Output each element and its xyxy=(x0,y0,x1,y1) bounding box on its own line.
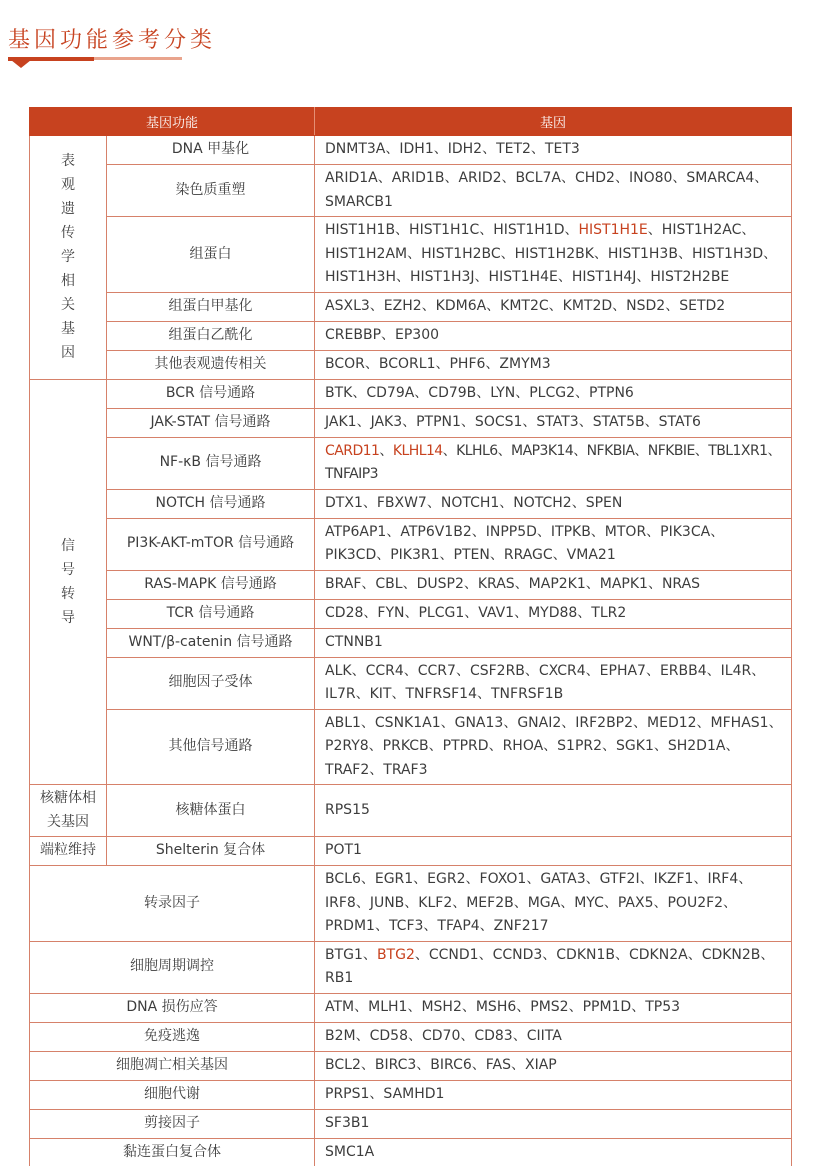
genes-cell: POT1 xyxy=(315,837,792,866)
table-row xyxy=(30,709,792,785)
function-cell: 组蛋白乙酰化 xyxy=(107,321,315,350)
highlighted-gene: CARD11 xyxy=(325,442,380,459)
function-cell: 黏连蛋白复合体 xyxy=(30,1138,315,1166)
genes-cell: DNMT3A、IDH1、IDH2、TET2、TET3 xyxy=(315,136,792,165)
genes-cell: BTG1、BTG2、CCND1、CCND3、CDKN1B、CDKN2A、CDKN2B、RB1 xyxy=(315,941,792,993)
function-cell: 细胞凋亡相关基因 xyxy=(30,1051,315,1080)
category-ribosome: 核糖体相关基因 xyxy=(30,785,107,837)
table-row xyxy=(30,379,792,408)
genes-cell: SF3B1 xyxy=(315,1109,792,1138)
genes-cell: CD28、FYN、PLCG1、VAV1、MYD88、TLR2 xyxy=(315,599,792,628)
genes-cell: BCOR、BCORL1、PHF6、ZMYM3 xyxy=(315,350,792,379)
table-row xyxy=(30,408,792,437)
function-cell: 细胞代谢 xyxy=(30,1080,315,1109)
genes-cell: CARD11、KLHL14、KLHL6、MAP3K14、NFKBIA、NFKBIE、TBL1XR1、TNFAIP3 xyxy=(315,437,792,489)
genes-cell: PRPS1、SAMHD1 xyxy=(315,1080,792,1109)
genes-cell: ATM、MLH1、MSH2、MSH6、PMS2、PPM1D、TP53 xyxy=(315,993,792,1022)
function-cell: RAS-MAPK 信号通路 xyxy=(107,570,315,599)
function-cell: 转录因子 xyxy=(30,866,315,942)
table-row xyxy=(30,837,792,866)
table-row xyxy=(30,350,792,379)
genes-cell: DTX1、FBXW7、NOTCH1、NOTCH2、SPEN xyxy=(315,489,792,518)
genes-cell: B2M、CD58、CD70、CD83、CIITA xyxy=(315,1022,792,1051)
genes-cell: BTK、CD79A、CD79B、LYN、PLCG2、PTPN6 xyxy=(315,379,792,408)
function-cell: Shelterin 复合体 xyxy=(107,837,315,866)
table-row xyxy=(30,1080,792,1109)
genes-cell: ASXL3、EZH2、KDM6A、KMT2C、KMT2D、NSD2、SETD2 xyxy=(315,292,792,321)
highlighted-gene: KLHL14 xyxy=(392,442,443,459)
function-cell: 组蛋白 xyxy=(107,217,315,293)
genes-cell: JAK1、JAK3、PTPN1、SOCS1、STAT3、STAT5B、STAT6 xyxy=(315,408,792,437)
genes-cell: HIST1H1B、HIST1H1C、HIST1H1D、HIST1H1E、HIST1H2AC、HIST1H2AM、HIST1H2BC、HIST1H2BK、HIST1H3B、HIST1H3D、HIST1H3H、HIST1H3J、HIST1H4E、HIST1H4J、HIST2H2BE xyxy=(315,217,792,293)
category-signaling: 信 号 转 导 xyxy=(30,379,107,785)
table-row xyxy=(30,217,792,293)
header-genes: 基因 xyxy=(315,108,792,136)
table-header-row xyxy=(30,108,792,136)
function-cell: 组蛋白甲基化 xyxy=(107,292,315,321)
table-row xyxy=(30,993,792,1022)
table-row xyxy=(30,628,792,657)
table-row xyxy=(30,165,792,217)
category-telomere: 端粒维持 xyxy=(30,837,107,866)
genes-cell: CTNNB1 xyxy=(315,628,792,657)
table-row xyxy=(30,941,792,993)
function-cell: 其他信号通路 xyxy=(107,709,315,785)
table-row xyxy=(30,1109,792,1138)
gene-function-table xyxy=(29,107,792,1166)
table-row xyxy=(30,785,792,837)
table-row xyxy=(30,599,792,628)
highlighted-gene: HIST1H1E xyxy=(578,222,648,238)
table-row xyxy=(30,292,792,321)
function-cell: 剪接因子 xyxy=(30,1109,315,1138)
genes-cell: ARID1A、ARID1B、ARID2、BCL7A、CHD2、INO80、SMARCA4、SMARCB1 xyxy=(315,165,792,217)
function-cell: 细胞因子受体 xyxy=(107,657,315,709)
function-cell: 核糖体蛋白 xyxy=(107,785,315,837)
genes-cell: RPS15 xyxy=(315,785,792,837)
function-cell: PI3K-AKT-mTOR 信号通路 xyxy=(107,518,315,570)
function-cell: NOTCH 信号通路 xyxy=(107,489,315,518)
title-marker-triangle xyxy=(11,60,31,68)
section-header xyxy=(8,26,308,76)
genes-cell: SMC1A xyxy=(315,1138,792,1166)
table-row xyxy=(30,1051,792,1080)
table-row xyxy=(30,321,792,350)
section-title: 基因功能参考分类 xyxy=(8,28,217,53)
function-cell: BCR 信号通路 xyxy=(107,379,315,408)
genes-cell: ALK、CCR4、CCR7、CSF2RB、CXCR4、EPHA7、ERBB4、IL4R、IL7R、KIT、TNFRSF14、TNFRSF1B xyxy=(315,657,792,709)
genes-cell: BCL6、EGR1、EGR2、FOXO1、GATA3、GTF2I、IKZF1、IRF4、IRF8、JUNB、KLF2、MEF2B、MGA、MYC、PAX5、POU2F2、PRDM1、TCF3、TFAP4、ZNF217 xyxy=(315,866,792,942)
function-cell: TCR 信号通路 xyxy=(107,599,315,628)
genes-cell: CREBBP、EP300 xyxy=(315,321,792,350)
table-row xyxy=(30,1138,792,1166)
genes-cell: ATP6AP1、ATP6V1B2、INPP5D、ITPKB、MTOR、PIK3CA、PIK3CD、PIK3R1、PTEN、RRAGC、VMA21 xyxy=(315,518,792,570)
header-function: 基因功能 xyxy=(30,108,315,136)
table-row xyxy=(30,866,792,942)
genes-cell: ABL1、CSNK1A1、GNA13、GNAI2、IRF2BP2、MED12、MFHAS1、P2RY8、PRKCB、PTPRD、RHOA、S1PR2、SGK1、SH2D1A、TRAF2、TRAF3 xyxy=(315,709,792,785)
table-row xyxy=(30,1022,792,1051)
genes-cell: BCL2、BIRC3、BIRC6、FAS、XIAP xyxy=(315,1051,792,1080)
function-cell: WNT/β-catenin 信号通路 xyxy=(107,628,315,657)
function-cell: JAK-STAT 信号通路 xyxy=(107,408,315,437)
category-epigenetic: 表 观 遗 传 学 相 关 基 因 xyxy=(30,136,107,380)
function-cell: DNA 甲基化 xyxy=(107,136,315,165)
function-cell: 染色质重塑 xyxy=(107,165,315,217)
function-cell: 细胞周期调控 xyxy=(30,941,315,993)
table-row xyxy=(30,437,792,489)
highlighted-gene: BTG2 xyxy=(376,946,415,963)
function-cell: DNA 损伤应答 xyxy=(30,993,315,1022)
function-cell: 其他表观遗传相关 xyxy=(107,350,315,379)
table-row xyxy=(30,657,792,709)
function-cell: 免疫逃逸 xyxy=(30,1022,315,1051)
table-row xyxy=(30,518,792,570)
function-cell: NF-κB 信号通路 xyxy=(107,437,315,489)
genes-cell: BRAF、CBL、DUSP2、KRAS、MAP2K1、MAPK1、NRAS xyxy=(315,570,792,599)
table-row xyxy=(30,570,792,599)
table-row xyxy=(30,489,792,518)
table-row xyxy=(30,136,792,165)
